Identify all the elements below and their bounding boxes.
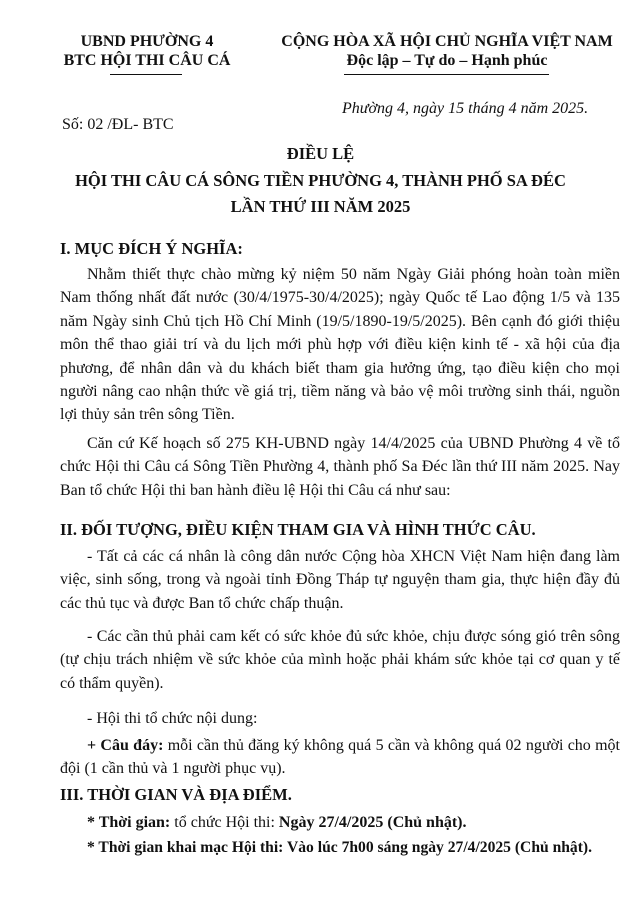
section2-para3: - Hội thi tổ chức nội dung: (87, 710, 258, 727)
section2-para1: - Tất cả các cá nhân là công dân nước Cộng hòa XHCN Việt Nam hiện đang làm việc, sinh sống, trong và ngoài tỉnh Đồng Tháp tự nguyện tham gia, thực hiện đầy đủ các thủ tục và được Ban tổ chức chấp thuận. (60, 548, 620, 612)
time-value: Ngày 27/4/2025 (Chủ nhật). (278, 814, 467, 831)
time-label: * Thời gian: (87, 814, 171, 831)
section1-heading: I. MỤC ĐÍCH Ý NGHĨA: (60, 239, 243, 258)
doc-title-line2: HỘI THI CÂU CÁ SÔNG TIỀN PHƯỜNG 4, THÀNH PHỐ SA ĐÉC (75, 171, 566, 190)
doc-title-line3: LẦN THỨ III NĂM 2025 (230, 197, 411, 216)
issuer-line1: UBND PHƯỜNG 4 (80, 33, 214, 50)
doc-title-line1: ĐIỀU LỆ (286, 144, 355, 163)
section2-heading: II. ĐỐI TƯỢNG, ĐIỀU KIỆN THAM GIA VÀ HÌNH THỨC CÂU. (60, 520, 536, 539)
place-date: Phường 4, ngày 15 tháng 4 năm 2025. (342, 100, 589, 117)
national-motto: Độc lập – Tự do – Hạnh phúc (346, 52, 548, 69)
section1-para1: Nhằm thiết thực chào mừng kỷ niệm 50 năm Ngày Giải phóng hoàn toàn miền Nam thống nhất đất nước (30/4/1975-30/4/2025); ngày Quốc tế Lao động 1/5 và 135 năm Ngày sinh Chủ tịch Hồ Chí Minh (19/5/1890-19/5/2025). Bên cạnh đó giới thiệu môn thể thao giải trí và du lịch mới phù hợp với điều kiện kinh tế - xã hội của địa phương, để nhân dân và du khách biết tham gia hưởng ứng, tạo điều kiện cho mọi người nâng cao nhận thức về giá trị, tiềm năng và bảo vệ môi trường sinh thái, nguồn lợi thủy sản trên sông Tiền. (60, 266, 620, 424)
issuer-underline (110, 74, 182, 75)
section1-para2: Căn cứ Kế hoạch số 275 KH-UBND ngày 14/4/2025 của UBND Phường 4 về tổ chức Hội thi Câu cá Sông Tiền Phường 4, thành phố Sa Đéc lần thứ III năm 2025. Nay Ban tổ chức Hội thi ban hành điều lệ Hội thi Câu cá như sau: (60, 435, 620, 499)
issuer-line2: BTC HỘI THI CÂU CÁ (63, 52, 231, 69)
section3-line1 (60, 811, 620, 834)
section2-para4 (60, 734, 620, 781)
time-mid: tổ chức Hội thi: (170, 814, 279, 831)
national-title: CỘNG HÒA XÃ HỘI CHỦ NGHĨA VIỆT NAM (281, 33, 613, 50)
section3-line2: * Thời gian khai mạc Hội thi: Vào lúc 7h00 sáng ngày 27/4/2025 (Chủ nhật). (87, 839, 592, 856)
cau-day-text: mỗi cần thủ đăng ký không quá 5 cần và không quá 02 người cho một đội (1 cần thủ và 1 người phục vụ). (60, 737, 620, 778)
motto-underline (344, 74, 549, 75)
section3-heading: III. THỜI GIAN VÀ ĐỊA ĐIỂM. (60, 785, 292, 804)
cau-day-label: + Câu đáy: (87, 737, 164, 754)
document-number: Số: 02 /ĐL- BTC (62, 116, 174, 133)
section2-para2: - Các cần thủ phải cam kết có sức khỏe đủ sức khỏe, chịu được sóng gió trên sông (tự chịu trách nhiệm về sức khỏe của mình hoặc phải khám sức khỏe tại cơ quan y tế có thẩm quyền). (60, 628, 620, 692)
